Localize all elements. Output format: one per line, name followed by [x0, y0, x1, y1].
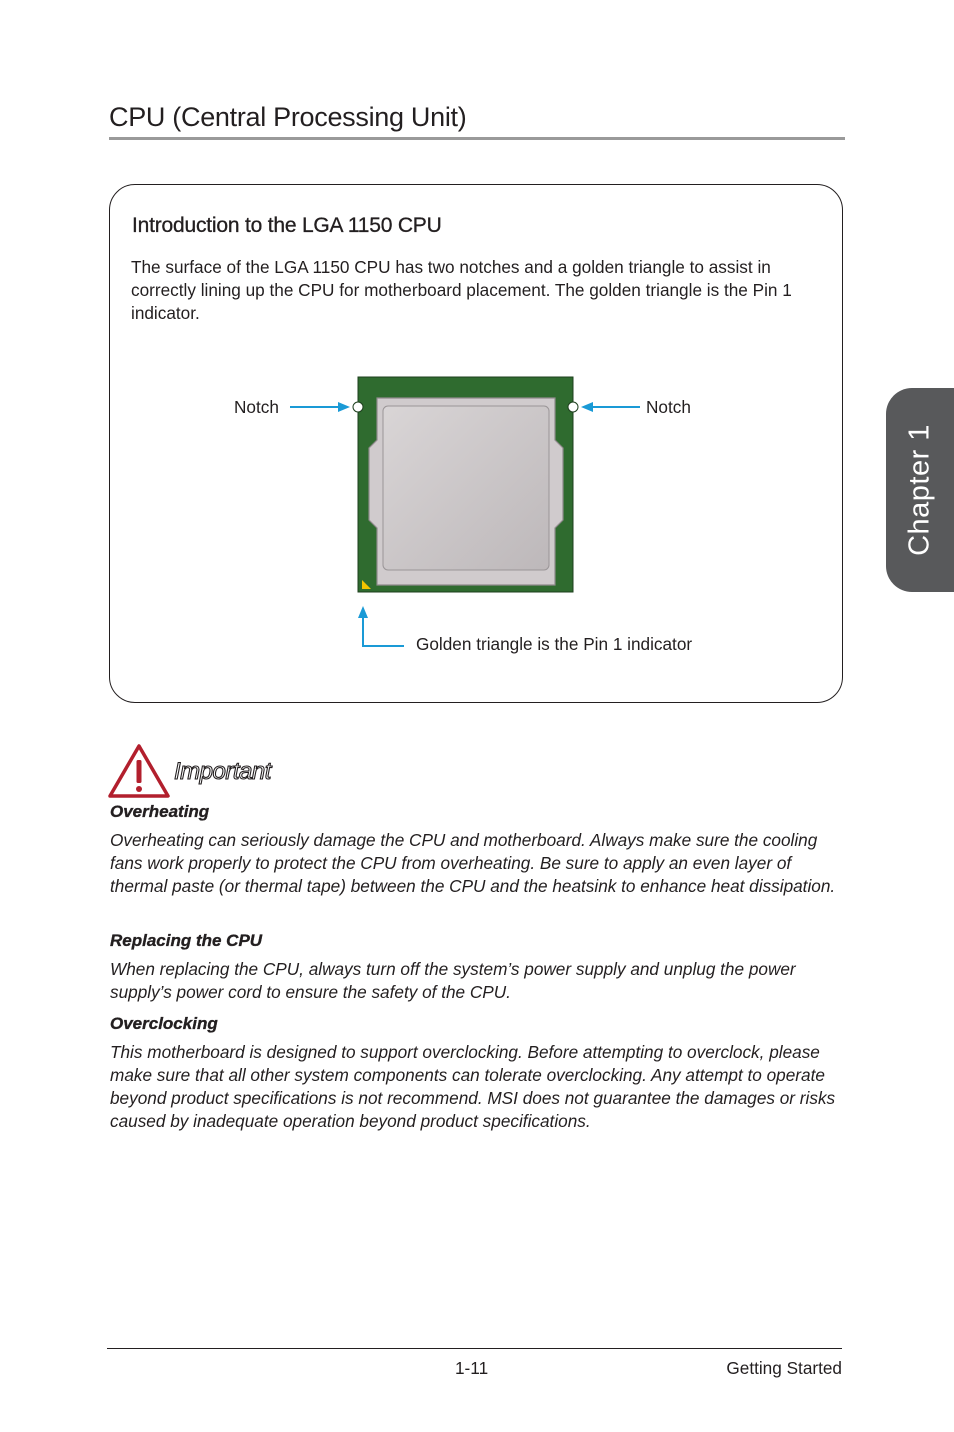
- page-number: 1-11: [455, 1358, 489, 1378]
- page-title: CPU (Central Processing Unit): [109, 102, 467, 132]
- title-rule: [109, 137, 845, 140]
- footer-rule: [107, 1348, 842, 1349]
- overheating-text: Overheating can seriously damage the CPU and motherboard. Always make sure the cooling fans work properly to protect the CPU from overheating. Be sure to apply an even layer of thermal paste (or thermal tape) between the CPU and the heatsink to enhance heat dissipation.: [110, 830, 836, 896]
- footer-section-name: Getting Started: [726, 1358, 842, 1378]
- notch-left-label: Notch: [234, 397, 279, 417]
- overclocking-heading: Overclocking: [110, 1014, 218, 1033]
- intro-heading: Introduction to the LGA 1150 CPU: [132, 214, 442, 237]
- chapter-tab-label: Chapter 1: [903, 424, 936, 556]
- notch-right-label: Notch: [646, 397, 691, 417]
- intro-text: The surface of the LGA 1150 CPU has two notches and a golden triangle to assist in correctly lining up the CPU for motherboard placement. The golden triangle is the Pin 1 indicator.: [131, 257, 792, 323]
- replacing-cpu-text: When replacing the CPU, always turn off the system’s power supply and unplug the power supply’s power cord to ensure the safety of the CPU.: [110, 959, 796, 1002]
- overheating-heading: Overheating: [110, 802, 210, 821]
- pin1-label: Golden triangle is the Pin 1 indicator: [416, 634, 693, 654]
- important-title: Important: [174, 758, 271, 785]
- replacing-cpu-heading: Replacing the CPU: [110, 931, 263, 950]
- warning-triangle-icon: [108, 744, 170, 798]
- overclocking-text: This motherboard is designed to support overclocking. Before attempting to overclock, please make sure that all other system components can tolerate overclocking. Any attempt to operate beyond product specifications is not recommend. MSI does not guarantee the damages or risks caused by inadequate operation beyond product specifications.: [110, 1042, 836, 1131]
